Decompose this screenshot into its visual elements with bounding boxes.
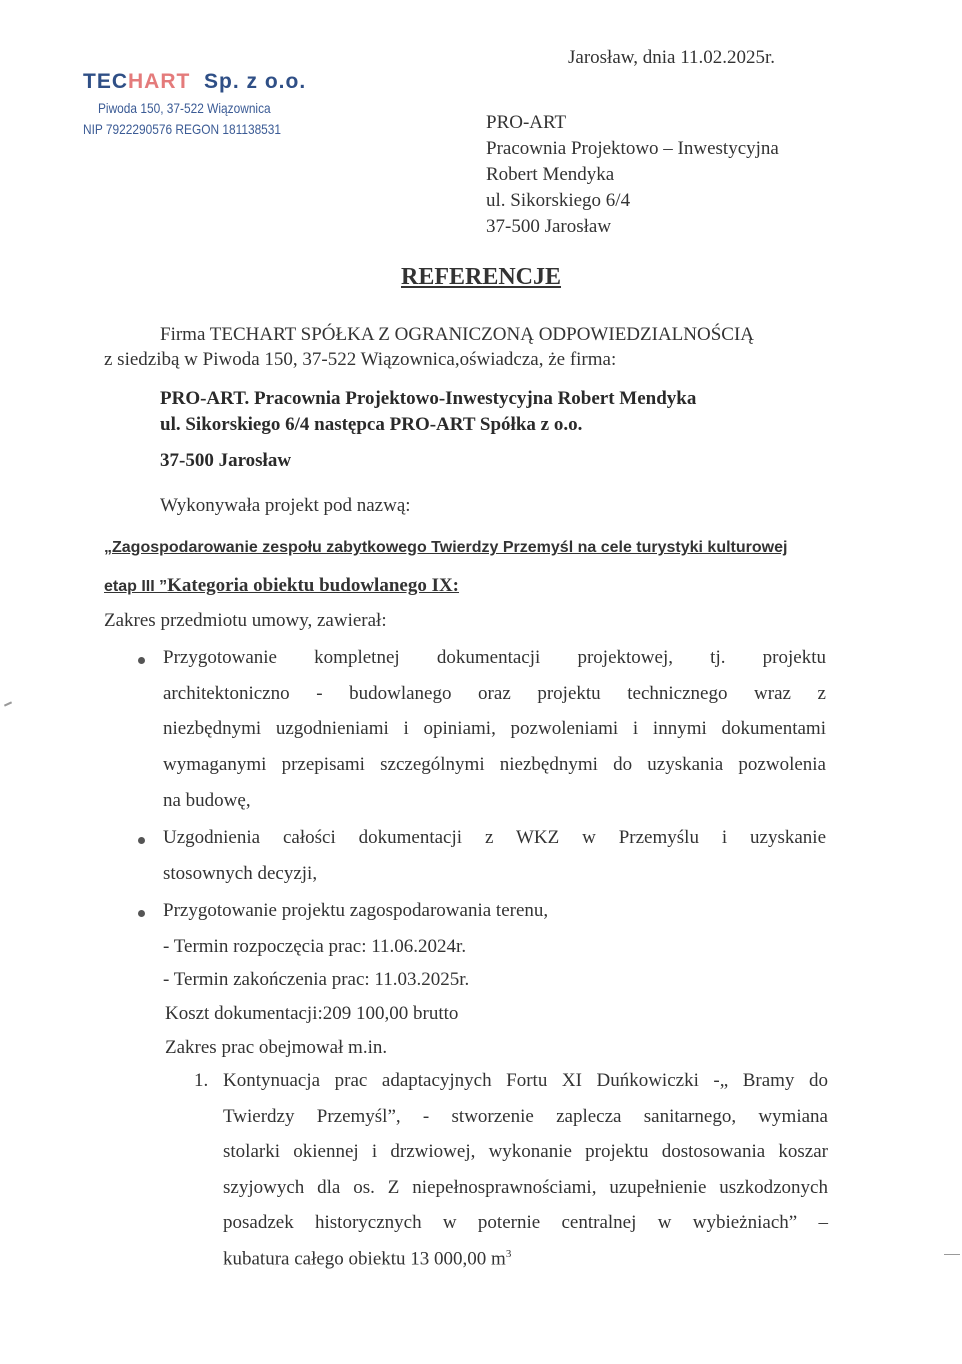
project-title: „Zagospodarowanie zespołu zabytkowego Twierdzy Przemyśl na cele turystyki kulturowej [104, 539, 788, 556]
numbered-text-line: stolarki okiennej i drzwiowej, wykonanie projektu dostosowania koszar [223, 1141, 828, 1162]
bullet-text-line: architektoniczno - budowlanego oraz projektu technicznego wraz z [163, 683, 826, 704]
contractor-line: ul. Sikorskiego 6/4 następca PRO-ART Spółka z o.o. [160, 414, 583, 435]
numbered-text-line: posadzek historycznych w poternie centralnej w wybieżniach” – [223, 1212, 828, 1233]
bullet-text-line: niezbędnymi uzgodnieniami i opiniami, pozwoleniami i innymi dokumentami [163, 718, 826, 739]
list-number: 1. [194, 1070, 209, 1091]
bullet-text-line: Przygotowanie projektu zagospodarowania terenu, [163, 900, 549, 921]
recipient-line: PRO-ART [486, 112, 567, 133]
bullet-dot-icon [138, 837, 145, 844]
bullet-dot-icon [138, 910, 145, 917]
bullet-text-line: wymaganymi przepisami szczególnymi niezbędnymi do uzyskania pozwolenia [163, 754, 826, 775]
stamp-company-name: TECHART Sp. z o.o. [83, 70, 307, 93]
numbered-text-line: kubatura całego obiektu 13 000,00 $m^3$ [223, 1248, 512, 1270]
document-title: REFERENCJE [400, 264, 562, 290]
numbered-text-line: Kontynuacja prac adaptacyjnych Fortu XI Duńkowiczki -„ Bramy do [223, 1070, 828, 1091]
scan-speck [4, 701, 12, 706]
scan-speck [944, 1254, 960, 1255]
recipient-line: 37-500 Jarosław [486, 216, 612, 237]
stamp-address: Piwoda 150, 37-522 Wiązownica [98, 100, 271, 116]
bullet-text-line: stosownych decyzji, [163, 863, 318, 884]
bullet-text-line: Uzgodnienia całości dokumentacji z WKZ w Przemyślu i uzyskanie [163, 827, 826, 848]
bullet-text-line: na budowę, [163, 790, 251, 811]
intro-line: z siedzibą w Piwoda 150, 37-522 Wiązownica,oświadcza, że firma: [104, 349, 617, 370]
end-date: - Termin zakończenia prac: 11.03.2025r. [163, 969, 470, 990]
stamp-ids: NIP 7922290576 REGON 181138531 [83, 121, 282, 137]
start-date: - Termin rozpoczęcia prac: 11.06.2024r. [163, 936, 467, 957]
place-date: Jarosław, dnia 11.02.2025r. [568, 47, 776, 68]
recipient-line: Pracownia Projektowo – Inwestycyjna [486, 138, 779, 159]
documentation-cost: Koszt dokumentacji:209 100,00 brutto [165, 1003, 459, 1024]
works-scope-intro: Zakres prac obejmował m.in. [165, 1037, 388, 1058]
intro-line: Firma TECHART SPÓŁKA Z OGRANICZONĄ ODPOWIEDZIALNOŚCIĄ [160, 324, 755, 345]
bullet-dot-icon [138, 657, 145, 664]
numbered-text-line: Twierdzy Przemyśl”, - stworzenie zaplecza sanitarnego, wymiana [223, 1106, 828, 1127]
contractor-line: PRO-ART. Pracownia Projektowo-Inwestycyjna Robert Mendyka [160, 388, 697, 409]
project-title-continued: etap III ”Kategoria obiektu budowlanego IX: [104, 575, 460, 596]
numbered-text-line: szyjowych dla os. Z niepełnosprawnościami, uzupełnienie uszkodzonych [223, 1177, 828, 1198]
project-intro: Wykonywała projekt pod nazwą: [160, 495, 411, 516]
recipient-line: ul. Sikorskiego 6/4 [486, 190, 631, 211]
scope-intro: Zakres przedmiotu umowy, zawierał: [104, 610, 387, 631]
contractor-line: 37-500 Jarosław [160, 450, 292, 471]
bullet-text-line: Przygotowanie kompletnej dokumentacji projektowej, tj. projektu [163, 647, 826, 668]
recipient-line: Robert Mendyka [486, 164, 615, 185]
